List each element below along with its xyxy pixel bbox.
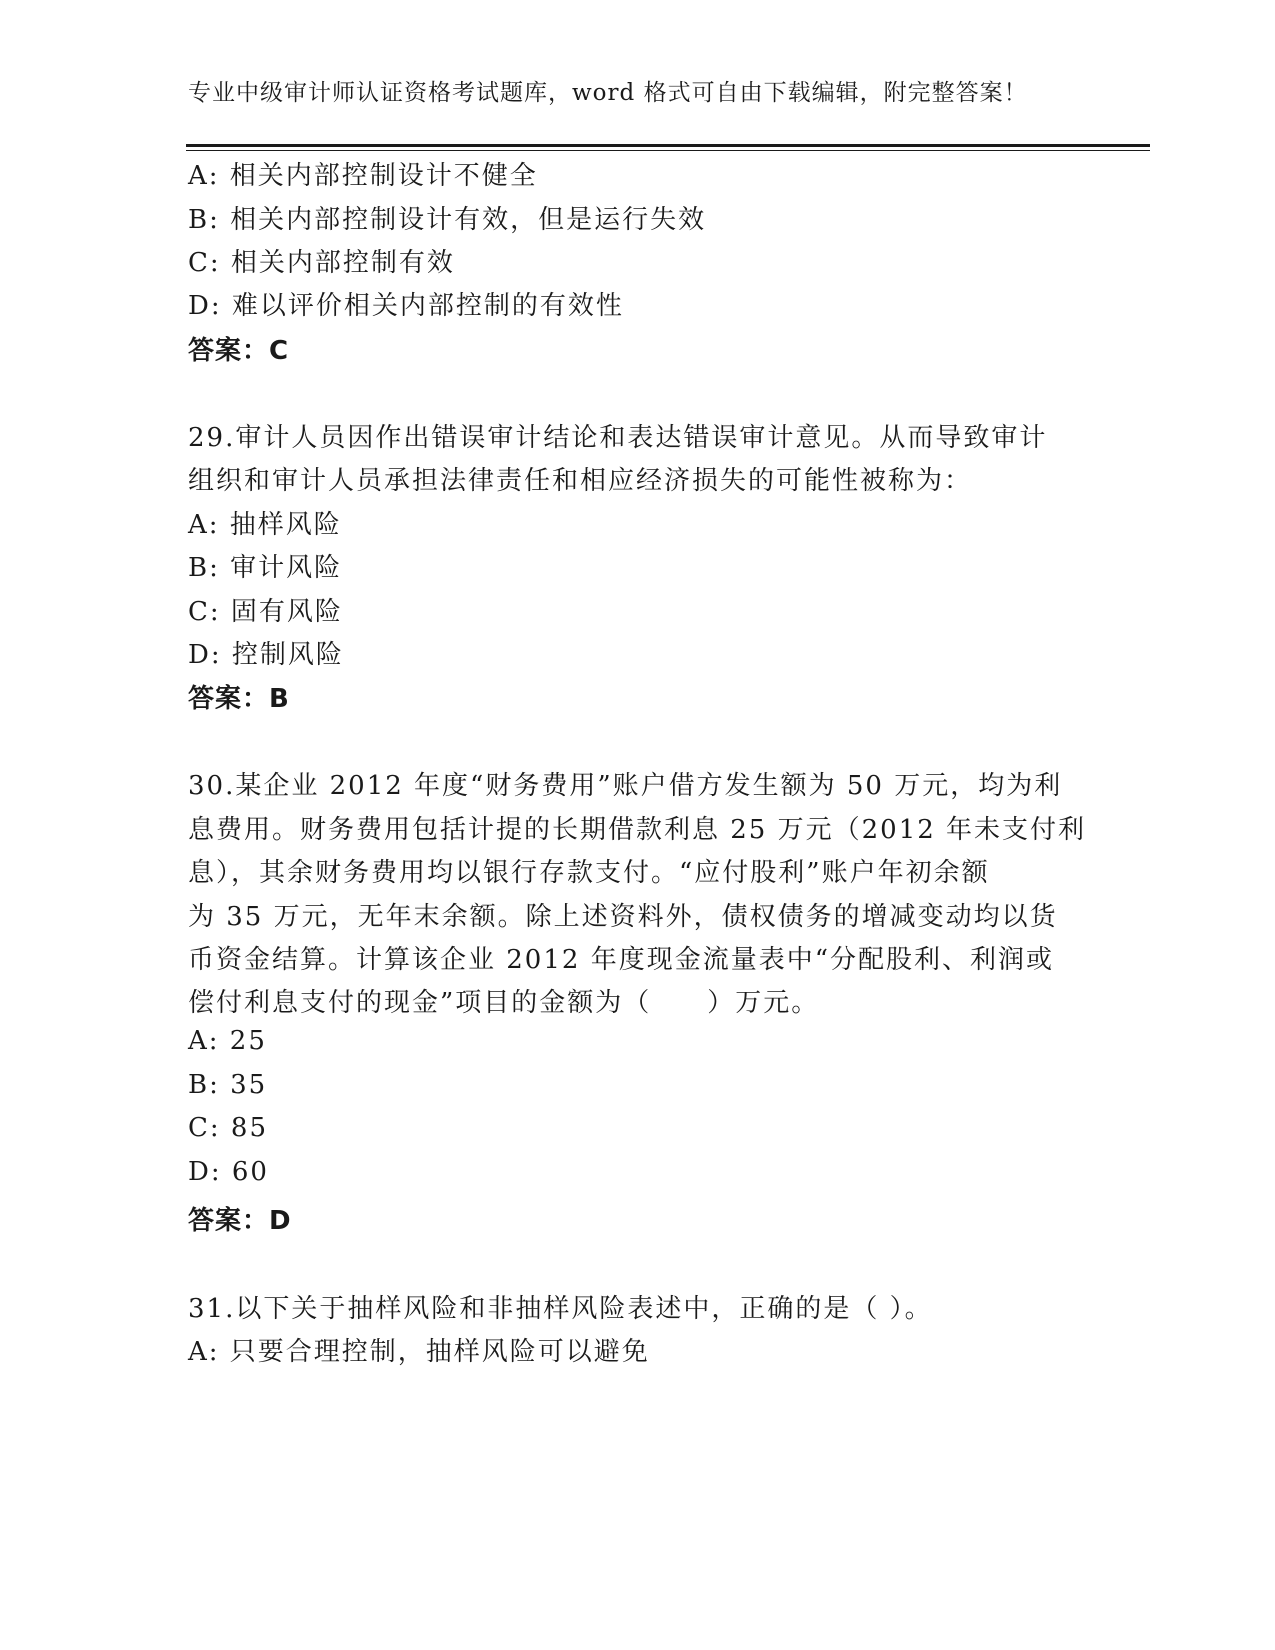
q29-option-d: D: 控制风险 <box>188 640 344 670</box>
q30-answer: 答案：D <box>188 1206 292 1236</box>
header-divider-thin <box>186 150 1150 151</box>
q31-option-a: A: 只要合理控制，抽样风险可以避免 <box>188 1337 650 1367</box>
q28-option-b: B: 相关内部控制设计有效，但是运行失效 <box>188 205 707 235</box>
q28-option-a: A: 相关内部控制设计不健全 <box>188 161 538 191</box>
q30-option-a: A: 25 <box>188 1026 267 1056</box>
q30-option-c: C: 85 <box>188 1113 269 1143</box>
q29-option-b: B: 审计风险 <box>188 553 343 583</box>
q29-answer: 答案：B <box>188 684 290 714</box>
q28-option-d: D: 难以评价相关内部控制的有效性 <box>188 291 624 321</box>
page-header: 专业中级审计师认证资格考试题库，word 格式可自由下载编辑，附完整答案！ <box>188 80 1028 106</box>
header-divider-thick <box>186 144 1150 147</box>
q30-option-b: B: 35 <box>188 1070 268 1100</box>
q28-option-c: C: 相关内部控制有效 <box>188 248 455 278</box>
q29-stem-line-2: 组织和审计人员承担法律责任和相应经济损失的可能性被称为： <box>188 466 973 496</box>
q30-stem-line-2: 息费用。财务费用包括计提的长期借款利息 25 万元（2012 年未支付利 <box>188 815 1087 845</box>
q29-option-a: A: 抽样风险 <box>188 510 342 540</box>
q30-stem-line-4: 为 35 万元，无年末余额。除上述资料外，债权债务的增减变动均以货 <box>188 902 1058 932</box>
q31-stem-line-1: 31.以下关于抽样风险和非抽样风险表述中，正确的是（ ）。 <box>188 1294 933 1324</box>
q28-answer: 答案：C <box>188 336 290 366</box>
q30-stem-line-1: 30.某企业 2012 年度“财务费用”账户借方发生额为 50 万元，均为利 <box>188 771 1063 801</box>
q30-stem-line-5: 币资金结算。计算该企业 2012 年度现金流量表中“分配股利、利润或 <box>188 945 1054 975</box>
q30-stem-line-3: 息），其余财务费用均以银行存款支付。“应付股利”账户年初余额 <box>188 858 990 888</box>
q30-stem-line-6: 偿付利息支付的现金”项目的金额为（ ）万元。 <box>188 988 820 1018</box>
q29-stem-line-1: 29.审计人员因作出错误审计结论和表达错误审计意见。从而导致审计 <box>188 423 1048 453</box>
q29-option-c: C: 固有风险 <box>188 597 343 627</box>
q30-option-d: D: 60 <box>188 1157 269 1187</box>
